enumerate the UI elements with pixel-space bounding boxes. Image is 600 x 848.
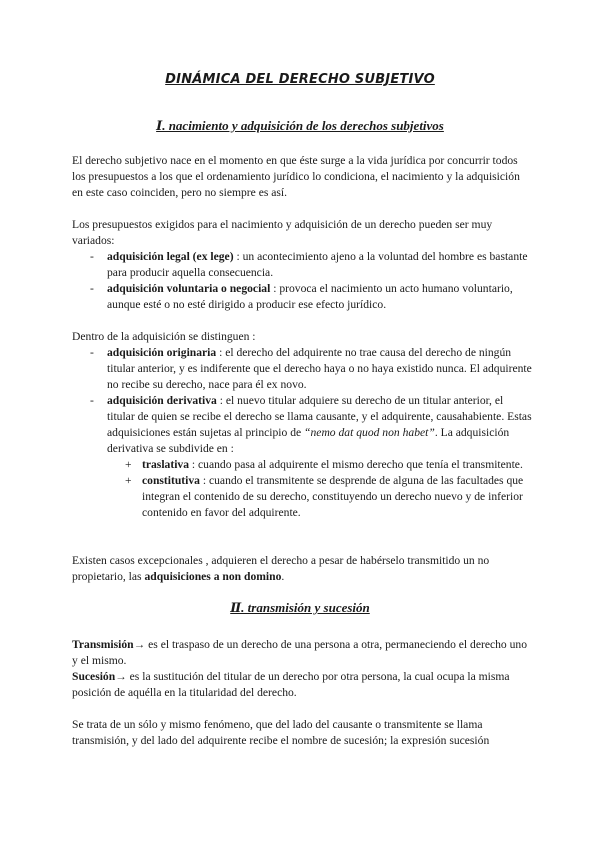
dash-bullet: - (90, 282, 94, 295)
plus-bullet: + (125, 474, 132, 487)
derivativa-sublist (107, 457, 532, 521)
sublist-item-text: : cuando el transmitente se desprende de alguna de las facultades que integran el contenido de su derecho, constituyendo un derecho nuevo y de inferior contenido en favor del adquirente. (142, 474, 524, 519)
sublist-item-text: : cuando pasa al adquirente el mismo derecho que tenía el transmitente. (189, 458, 523, 471)
transmision-text: → es el traspaso de un derecho de una persona a otra, permaneciendo el derecho uno y el mismo. (72, 638, 528, 667)
dash-bullet: - (90, 250, 94, 263)
list-item-term: adquisición originaria (107, 346, 217, 359)
presupuestos-list (72, 249, 532, 313)
excepcion-end: . (281, 570, 285, 583)
latin-quote: “nemo dat quod non habet” (304, 426, 435, 439)
excepcion-text: Existen casos excepcionales , adquieren el derecho a pesar de habérselo transmitido un no propietario, las (72, 554, 490, 583)
sucesion-text: → es la sustitución del titular de un derecho por otra persona, la cual ocupa la misma posición de aquélla en la titularidad del derecho. (72, 670, 510, 699)
sublist-item-term: constitutiva (142, 474, 200, 487)
plus-bullet: + (125, 458, 132, 471)
sublist-item (107, 473, 532, 521)
adquisicion-list (72, 345, 532, 521)
list-item-text: : un acontecimiento ajeno a la voluntad del hombre es bastante para producir aquella consecuencia. (107, 250, 528, 279)
adquisicion-intro: Dentro de la adquisición se distinguen : (72, 330, 256, 343)
list-item (72, 393, 532, 521)
section-1-heading: Ⅰ. nacimiento y adquisición de los derechos subjetivos (156, 118, 444, 133)
document-title: DINÁMICA DEL DERECHO SUBJETIVO (165, 72, 435, 87)
final-paragraph: Se trata de un sólo y mismo fenómeno, que del lado del causante o transmitente se llama transmisión, y del lado del adquirente recibe el nombre de sucesión; la expresión sucesión (72, 718, 490, 747)
dash-bullet: - (90, 346, 94, 359)
list-item-text: . La adquisición derivativa se subdivide en : (107, 426, 510, 455)
list-item (72, 249, 532, 281)
list-item (72, 345, 532, 393)
sublist-item (107, 457, 532, 473)
list-item (72, 281, 532, 313)
sublist-item-term: traslativa (142, 458, 190, 471)
presupuestos-intro: Los presupuestos exigidos para el nacimiento y adquisición de un derecho pueden ser muy variados: (72, 218, 493, 247)
excepcion-paragraph (72, 553, 532, 585)
list-item-term: adquisición legal (ex lege) (107, 250, 234, 263)
intro-paragraph: El derecho subjetivo nace en el momento en que éste surge a la vida jurídica por concurrir todos los presupuestos a los que el ordenamiento jurídico lo condiciona, el nacimiento y la adquisición en este caso coinciden, pero no siempre es así. (72, 154, 520, 199)
excepcion-term: adquisiciones a non domino (144, 570, 282, 583)
transmision-term: Transmisión (72, 638, 134, 651)
list-item-text: : el nuevo titular adquiere su derecho de un titular anterior, el titular de quien se recibe el derecho se llama causante, y el adquirente, causahabiente. Estas adquisiciones están sujetas al principio de (107, 394, 532, 439)
section-2-heading: Ⅱ. transmisión y sucesión (230, 600, 370, 615)
list-item-text: : provoca el nacimiento un acto humano voluntario, aunque esté o no esté dirigido a producir ese efecto jurídico. (107, 282, 513, 311)
list-item-term: adquisición voluntaria o negocial (107, 282, 271, 295)
transmision-paragraph (72, 637, 532, 701)
list-item-text: : el derecho del adquirente no trae causa del derecho de ningún titular anterior, y es indiferente que el derecho haya o no haya existido nunca. El adquirente no recibe su derecho, nace para él ex novo. (107, 346, 532, 391)
list-item-term: adquisición derivativa (107, 394, 217, 407)
sucesion-term: Sucesión (72, 670, 116, 683)
dash-bullet: - (90, 394, 94, 407)
